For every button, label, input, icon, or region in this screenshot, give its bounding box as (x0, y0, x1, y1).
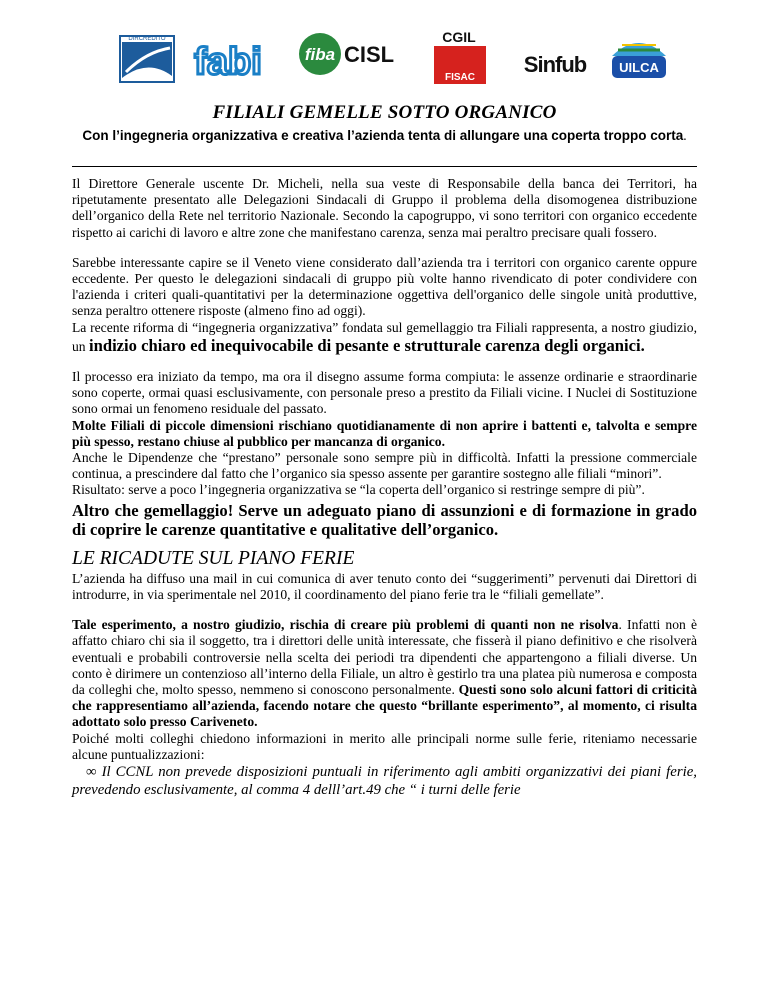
paragraph-10 (72, 617, 697, 730)
page-subtitle (72, 126, 697, 145)
paragraph-8: Altro che gemellaggio! Serve un adeguato piano di assunzioni e di formazione in grado di coprire le carenze quantitative e qualitative dell’organico. (72, 500, 697, 539)
paragraph-10-text: . Infatti non è affatto chiaro chi sia il soggetto, tra i direttori delle unità interessate, che fisserà il piano definitivo e che risolverà eventuali e probabili controversie nella scelta dei periodi tra dipendenti che appartengono a filiali diverse. Un conto è dirimere un contenzioso all’interno della Filiale, un altro è gestirlo tra una platea più numerosa e composta da colleghi che, molto spesso, nemmeno si conoscono personalmente. (72, 617, 697, 698)
section-heading: LE RICADUTE SUL PIANO FERIE (72, 547, 355, 569)
dircredito-text: DIRCREDITO (128, 36, 166, 42)
logo-bar (118, 28, 668, 88)
paragraph-3-highlight: indizio chiaro ed inequivocabile di pesante e strutturale carenza degli organici. (89, 335, 645, 355)
paragraph-3-text: La recente riforma di “ingegneria organizzativa” fondata sul gemellaggio tra Filiali rappresenta, a nostro giudizio, un (72, 319, 697, 354)
dircredito-sub: FD (162, 74, 170, 80)
paragraph-1: Il Direttore Generale uscente Dr. Micheli, nella sua veste di Responsabile della banca dei Territori, ha ripetutamente presentato alle Delegazioni Sindacali di Gruppo il problema della disomogenea distribuzione dell’organico della Rete nel territorio Nazionale. Secondo la capogruppo, vi sono territori con organico eccedente rispetto ai carichi di lavoro e altre zone che manifestano carenza, senza mai peraltro precisare quali fossero. (72, 176, 697, 240)
paragraph-6: Anche le Dipendenze che “prestano” personale sono sempre più in difficoltà. Infatti la pressione commerciale continua, a prescindere dal fatto che l’organico sia spesso assente per garantire sostegno alle filiali “minori”. (72, 450, 697, 482)
paragraph-11: Poiché molti colleghi chiedono informazioni in merito alle principali norme sulle ferie, riteniamo necessarie alcune puntualizzazioni: (72, 730, 697, 762)
document-body (72, 176, 697, 799)
fisac-text: FISAC (445, 72, 475, 83)
sinfub-text: Sinfub (523, 52, 587, 77)
fabi-text: fabi (194, 41, 262, 83)
subtitle-main: Con l’ingegneria organizzativa e creativa l’azienda tenta di allungare una coperta troppo corta (82, 128, 684, 143)
cgil-text: CGIL (442, 29, 476, 45)
uilca-logo (608, 28, 670, 86)
sinfub-logo (518, 28, 593, 86)
dircredito-logo (118, 28, 178, 86)
cgil-fisac-logo (430, 28, 490, 86)
bullet-item (72, 763, 697, 799)
fiba-text: fiba (304, 45, 336, 64)
paragraph-2: Sarebbe interessante capire se il Veneto viene considerato dall’azienda tra i territori con organico carente oppure eccedente. Per questo le delegazioni sindacali di gruppo più volte hanno rivendicato di poter condividere con l'azienda i criteri quali-quantitativi per la determinazione oggettiva dell'organico delle singole unità produttive, senza peraltro ottenere risposte (almeno fino ad oggi). (72, 254, 697, 319)
paragraph-4: Il processo era iniziato da tempo, ma ora il disegno assume forma compiuta: le assenze ordinarie e straordinarie sono coperte, ormai quasi esclusivamente, con personale preso a prestito da Filiali vicine. I Nuclei di Sostituzione sono ormai un fenomeno residuale del passato. (72, 369, 697, 417)
paragraph-10-bold-2: Questi sono solo alcuni fattori di criticità che rappresentiamo all’azienda, facendo notare che questo “brillante esperimento”, al momento, ci risulta adottato solo presso Cariveneto. (72, 682, 697, 730)
infinity-icon: ∞ (86, 764, 97, 781)
paragraph-10-bold: Tale esperimento, a nostro giudizio, rischia di creare più problemi di quanti non ne risolva (72, 617, 619, 633)
bullet-text: Il CCNL non prevede disposizioni puntuali in riferimento agli ambiti organizzativi dei piani ferie, prevedendo esclusivamente, al comma 4 delll’art.49 che “ i turni delle ferie (72, 764, 697, 799)
fiba-cisl-logo (294, 28, 404, 86)
paragraph-5: Molte Filiali di piccole dimensioni rischiano quotidianamente di non aprire i battenti e, talvolta e sempre più spesso, restano chiuse al pubblico per mancanza di organico. (72, 417, 697, 449)
uilca-text: UILCA (619, 60, 659, 75)
page-title: FILIALI GEMELLE SOTTO ORGANICO (212, 102, 557, 123)
fabi-logo (193, 28, 263, 86)
cisl-text: CISL (344, 42, 395, 67)
subtitle-end: . (683, 128, 687, 143)
paragraph-9: L’azienda ha diffuso una mail in cui comunica di aver tenuto conto dei “suggerimenti” pervenuti dai Direttori di introdurre, in via sperimentale nel 2010, il coordinamento del piano ferie tra le “filiali gemellate”. (72, 570, 697, 603)
paragraph-3 (72, 320, 697, 355)
title-divider (72, 166, 697, 167)
paragraph-7: Risultato: serve a poco l’ingegneria organizzativa se “la coperta dell’organico si restringe sempre di più”. (72, 482, 645, 498)
